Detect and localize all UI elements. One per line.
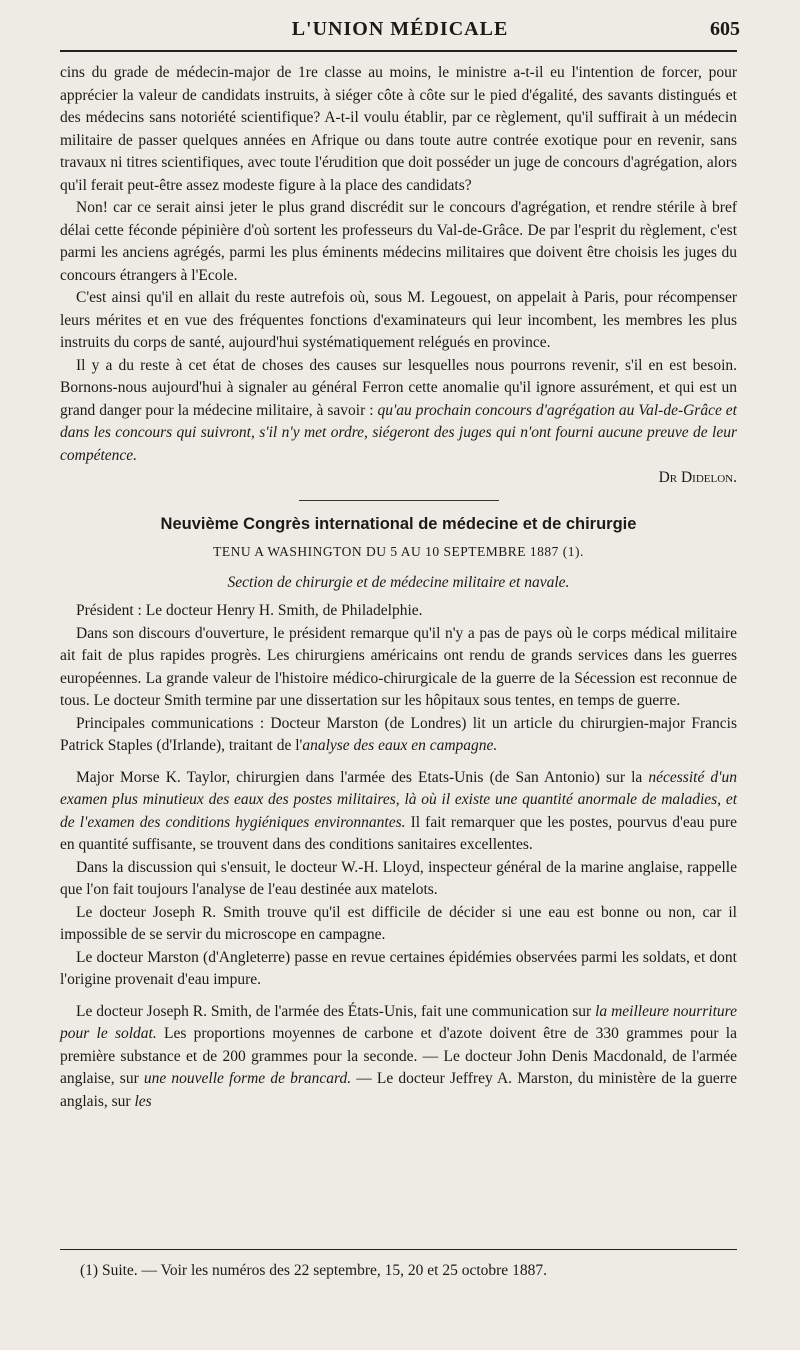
section-subtitle: TENU A WASHINGTON DU 5 AU 10 SEPTEMBRE 1887 (1). bbox=[213, 544, 584, 559]
italic-run: analyse des eaux en campagne. bbox=[302, 737, 498, 754]
text-run: — Le docteur Jeffrey A. Marston, du ministère de la guerre anglais, sur bbox=[60, 1070, 737, 1110]
text-run: Il y a du reste à cet état de choses des causes sur lesquelles nous pourrons revenir, s'il en est besoin. Bornons-nous aujourd'hui à signaler au général Ferron cette anomalie qu'il ignore assurément, et qui est un grand danger pour la médecine militaire, à savoir : bbox=[60, 356, 737, 419]
paragraph: Dans son discours d'ouverture, le président remarque qu'il n'y a pas de pays où le corps médical militaire ait fait de plus rapides progrès. Les chirurgiens américains ont rendu de grands services dans les guerres européennes. La grande valeur de l'histoire médico-chirurgicale de la guerre de la Sécession est reconnue de tous. Le docteur Smith termine par une dissertation sur les hôpitaux sous tentes, en temps de guerre. bbox=[60, 624, 737, 709]
paragraph bbox=[60, 713, 737, 758]
subsection-title: Section de chirurgie et de médecine militaire et navale. bbox=[227, 573, 570, 591]
paragraph: Le docteur Joseph R. Smith trouve qu'il est difficile de décider si une eau est bonne ou non, car il impossible de se servir du microscope en campagne. bbox=[60, 903, 737, 943]
text-run: Il fait remarquer que les postes, pourvus d'eau pure en quantité suffisante, se trouvent dans des conditions sanitaires excellentes. bbox=[60, 813, 737, 853]
paragraph: Président : Le docteur Henry H. Smith, de Philadelphie. bbox=[76, 602, 423, 619]
text-run: Principales communications : Docteur Marston (de Londres) lit un article du chirurgien-major Francis Patrick Staples (d'Irlande), traitant de l' bbox=[60, 714, 737, 754]
paragraph: Le docteur Marston (d'Angleterre) passe en revue certaines épidémies observées parmi les soldats, et dont l'origine provenait d'eau impure. bbox=[60, 948, 737, 988]
header-rule bbox=[60, 50, 737, 52]
footnote: (1) Suite. — Voir les numéros des 22 septembre, 15, 20 et 25 octobre 1887. bbox=[80, 1262, 547, 1279]
italic-run: nécessité d'un examen plus minutieux des eaux des postes militaires, là où il existe une quantité anormale de maladies, et de l'examen des conditions hygiéniques environnantes. bbox=[60, 768, 737, 831]
signature-text: Dr Didelon. bbox=[658, 469, 737, 486]
section-title: Neuvième Congrès international de médecine et de chirurgie bbox=[160, 514, 637, 533]
italic-run: la meilleure nourriture pour le soldat. bbox=[60, 1002, 738, 1042]
paragraph: Non! car ce serait ainsi jeter le plus grand discrédit sur le concours d'agrégation, et rendre stérile à bref délai cette féconde pépinière d'où sortent les professeurs du Val-de-Grâce. De par l'esprit du règlement, c'est parmi les anciens agrégés, parmi les plus éminents médecins militaires que doivent être choisis les juges du concours étrangers à l'Ecole. bbox=[60, 199, 737, 284]
paragraph: cins du grade de médecin-major de 1re classe au moins, le ministre a-t-il eu l'intention de forcer, pour apprécier la valeur de candidats instruits, à siéger côte à côte sur le pied d'égalité, des savants distingués et des médecins sans notoriété scientifique? A-t-il voulu établir, par ce règlement, qu'il suffirait à un médecin militaire de passer quelques années en Afrique ou dans toute autre contrée exotique pour en revenir, sans travaux ni titres scientifiques, avec toute l'érudition que doit posséder un juge de concours d'agrégation, alors qu'il ferait peut-être assez modeste figure à la place des candidats? bbox=[60, 64, 737, 194]
text-run: Major Morse K. Taylor, chirurgien dans l'armée des Etats-Unis (de San Antonio) sur la bbox=[76, 768, 649, 786]
paragraph bbox=[60, 355, 737, 468]
section-separator bbox=[299, 500, 499, 501]
text-run: Les proportions moyennes de carbone et d'azote doivent être de 330 grammes pour la première substance et de 200 grammes pour la seconde. — Le docteur John Denis Macdonald, de l'armée anglaise, sur bbox=[60, 1025, 737, 1087]
journal-title: L'UNION MÉDICALE bbox=[291, 18, 509, 40]
running-header bbox=[60, 18, 740, 46]
italic-run: qu'au prochain concours d'agrégation au Val-de-Grâce et dans les concours qui suivront, s'il n'y met ordre, siégeront des juges qui n'ont fourni aucune preuve de leur compétence. bbox=[60, 401, 737, 464]
signature bbox=[60, 467, 737, 490]
article-body bbox=[60, 62, 737, 1113]
paragraph bbox=[60, 1001, 737, 1114]
paragraph bbox=[60, 767, 737, 857]
text-run: Le docteur Joseph R. Smith, de l'armée des États-Unis, fait une communication sur bbox=[76, 1002, 596, 1020]
italic-run: les bbox=[134, 1092, 152, 1110]
footnote-rule bbox=[60, 1249, 737, 1250]
italic-run: une nouvelle forme de brancard. bbox=[143, 1070, 352, 1087]
page-number: 605 bbox=[710, 18, 740, 40]
paragraph: Dans la discussion qui s'ensuit, le docteur W.-H. Lloyd, inspecteur général de la marine anglaise, rappelle que l'on fait toujours l'analyse de l'eau destinée aux matelots. bbox=[60, 858, 737, 898]
paragraph: C'est ainsi qu'il en allait du reste autrefois où, sous M. Legouest, on appelait à Paris, pour récompenser leurs mérites et en vue des fréquentes fonctions d'examinateurs qui leur incombent, les membres les plus instruits du corps de santé, aujourd'hui systématiquement relégués en province. bbox=[60, 289, 737, 351]
